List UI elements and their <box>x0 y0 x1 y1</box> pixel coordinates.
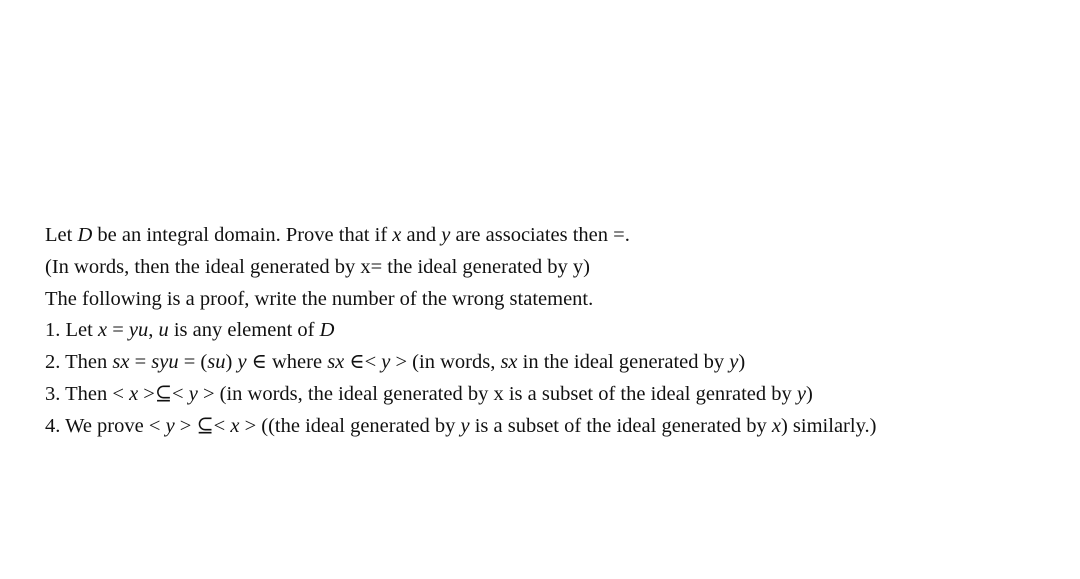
text-segment: ) <box>738 351 746 374</box>
math-symbol: x <box>129 382 139 405</box>
text-line-4 <box>45 315 1065 347</box>
math-symbol: D <box>77 224 93 246</box>
math-symbol: x <box>771 414 781 437</box>
math-symbol: su <box>207 351 226 374</box>
text-segment: = <box>107 319 129 342</box>
text-segment: in the ideal generated by <box>517 351 730 374</box>
text-line-5 <box>45 347 1065 379</box>
text-segment: is a subset of the ideal generated by <box>469 414 772 437</box>
math-symbol: sx <box>112 351 130 374</box>
math-symbol: sx <box>327 351 345 374</box>
text-segment: Let <box>45 224 78 246</box>
text-segment: ) <box>806 382 813 405</box>
text-segment: = <box>129 351 152 374</box>
text-line-1 <box>45 220 1065 252</box>
math-symbol: u <box>158 319 169 342</box>
math-symbol: y <box>165 414 175 437</box>
text-line-6 <box>45 379 1065 411</box>
text-segment: The following is a proof, write the number of the wrong statement. <box>45 287 594 310</box>
math-symbol: syu <box>151 351 179 374</box>
text-segment: (In words, then the ideal generated by x= the ideal generated by y) <box>45 255 590 278</box>
text-segment: is any element of <box>168 319 320 342</box>
math-symbol: sx <box>500 351 518 374</box>
math-symbol: y <box>441 224 451 246</box>
text-segment: 3. Then < <box>45 382 130 405</box>
text-segment: ) similarly.) <box>780 414 877 437</box>
text-line-3 <box>45 284 1065 316</box>
problem-text <box>45 220 1065 443</box>
text-segment: > ⊆< <box>174 414 231 437</box>
math-symbol: yu <box>128 319 149 342</box>
text-segment: 2. Then <box>45 351 113 374</box>
text-segment: > (in words, <box>390 351 501 374</box>
math-symbol: x <box>97 319 108 342</box>
text-segment: be an integral domain. Prove that if <box>92 224 393 246</box>
math-symbol: y <box>729 351 739 374</box>
text-segment: ∈ where <box>246 351 328 374</box>
text-segment: > ((the ideal generated by <box>239 414 461 437</box>
text-segment: = ( <box>178 351 208 374</box>
text-line-7 <box>45 411 1065 443</box>
text-segment: and <box>401 224 442 246</box>
text-segment: ) <box>225 351 238 374</box>
text-segment: , <box>148 319 159 342</box>
math-symbol: x <box>230 414 240 437</box>
math-symbol: y <box>381 351 391 374</box>
text-segment: are associates then =. <box>450 224 630 246</box>
text-segment: > (in words, the ideal generated by x is a subset of the ideal genrated by <box>197 382 797 405</box>
math-symbol: y <box>237 351 247 374</box>
math-symbol: D <box>319 319 335 342</box>
text-segment: 4. We prove < <box>45 414 166 437</box>
math-symbol: y <box>460 414 470 437</box>
math-symbol: y <box>796 382 806 405</box>
text-segment: 1. Let <box>45 319 98 342</box>
text-segment: >⊆< <box>138 382 189 405</box>
math-symbol: y <box>188 382 198 405</box>
text-segment: ∈< <box>344 351 382 374</box>
math-symbol: x <box>392 224 402 246</box>
text-line-2 <box>45 252 1065 284</box>
